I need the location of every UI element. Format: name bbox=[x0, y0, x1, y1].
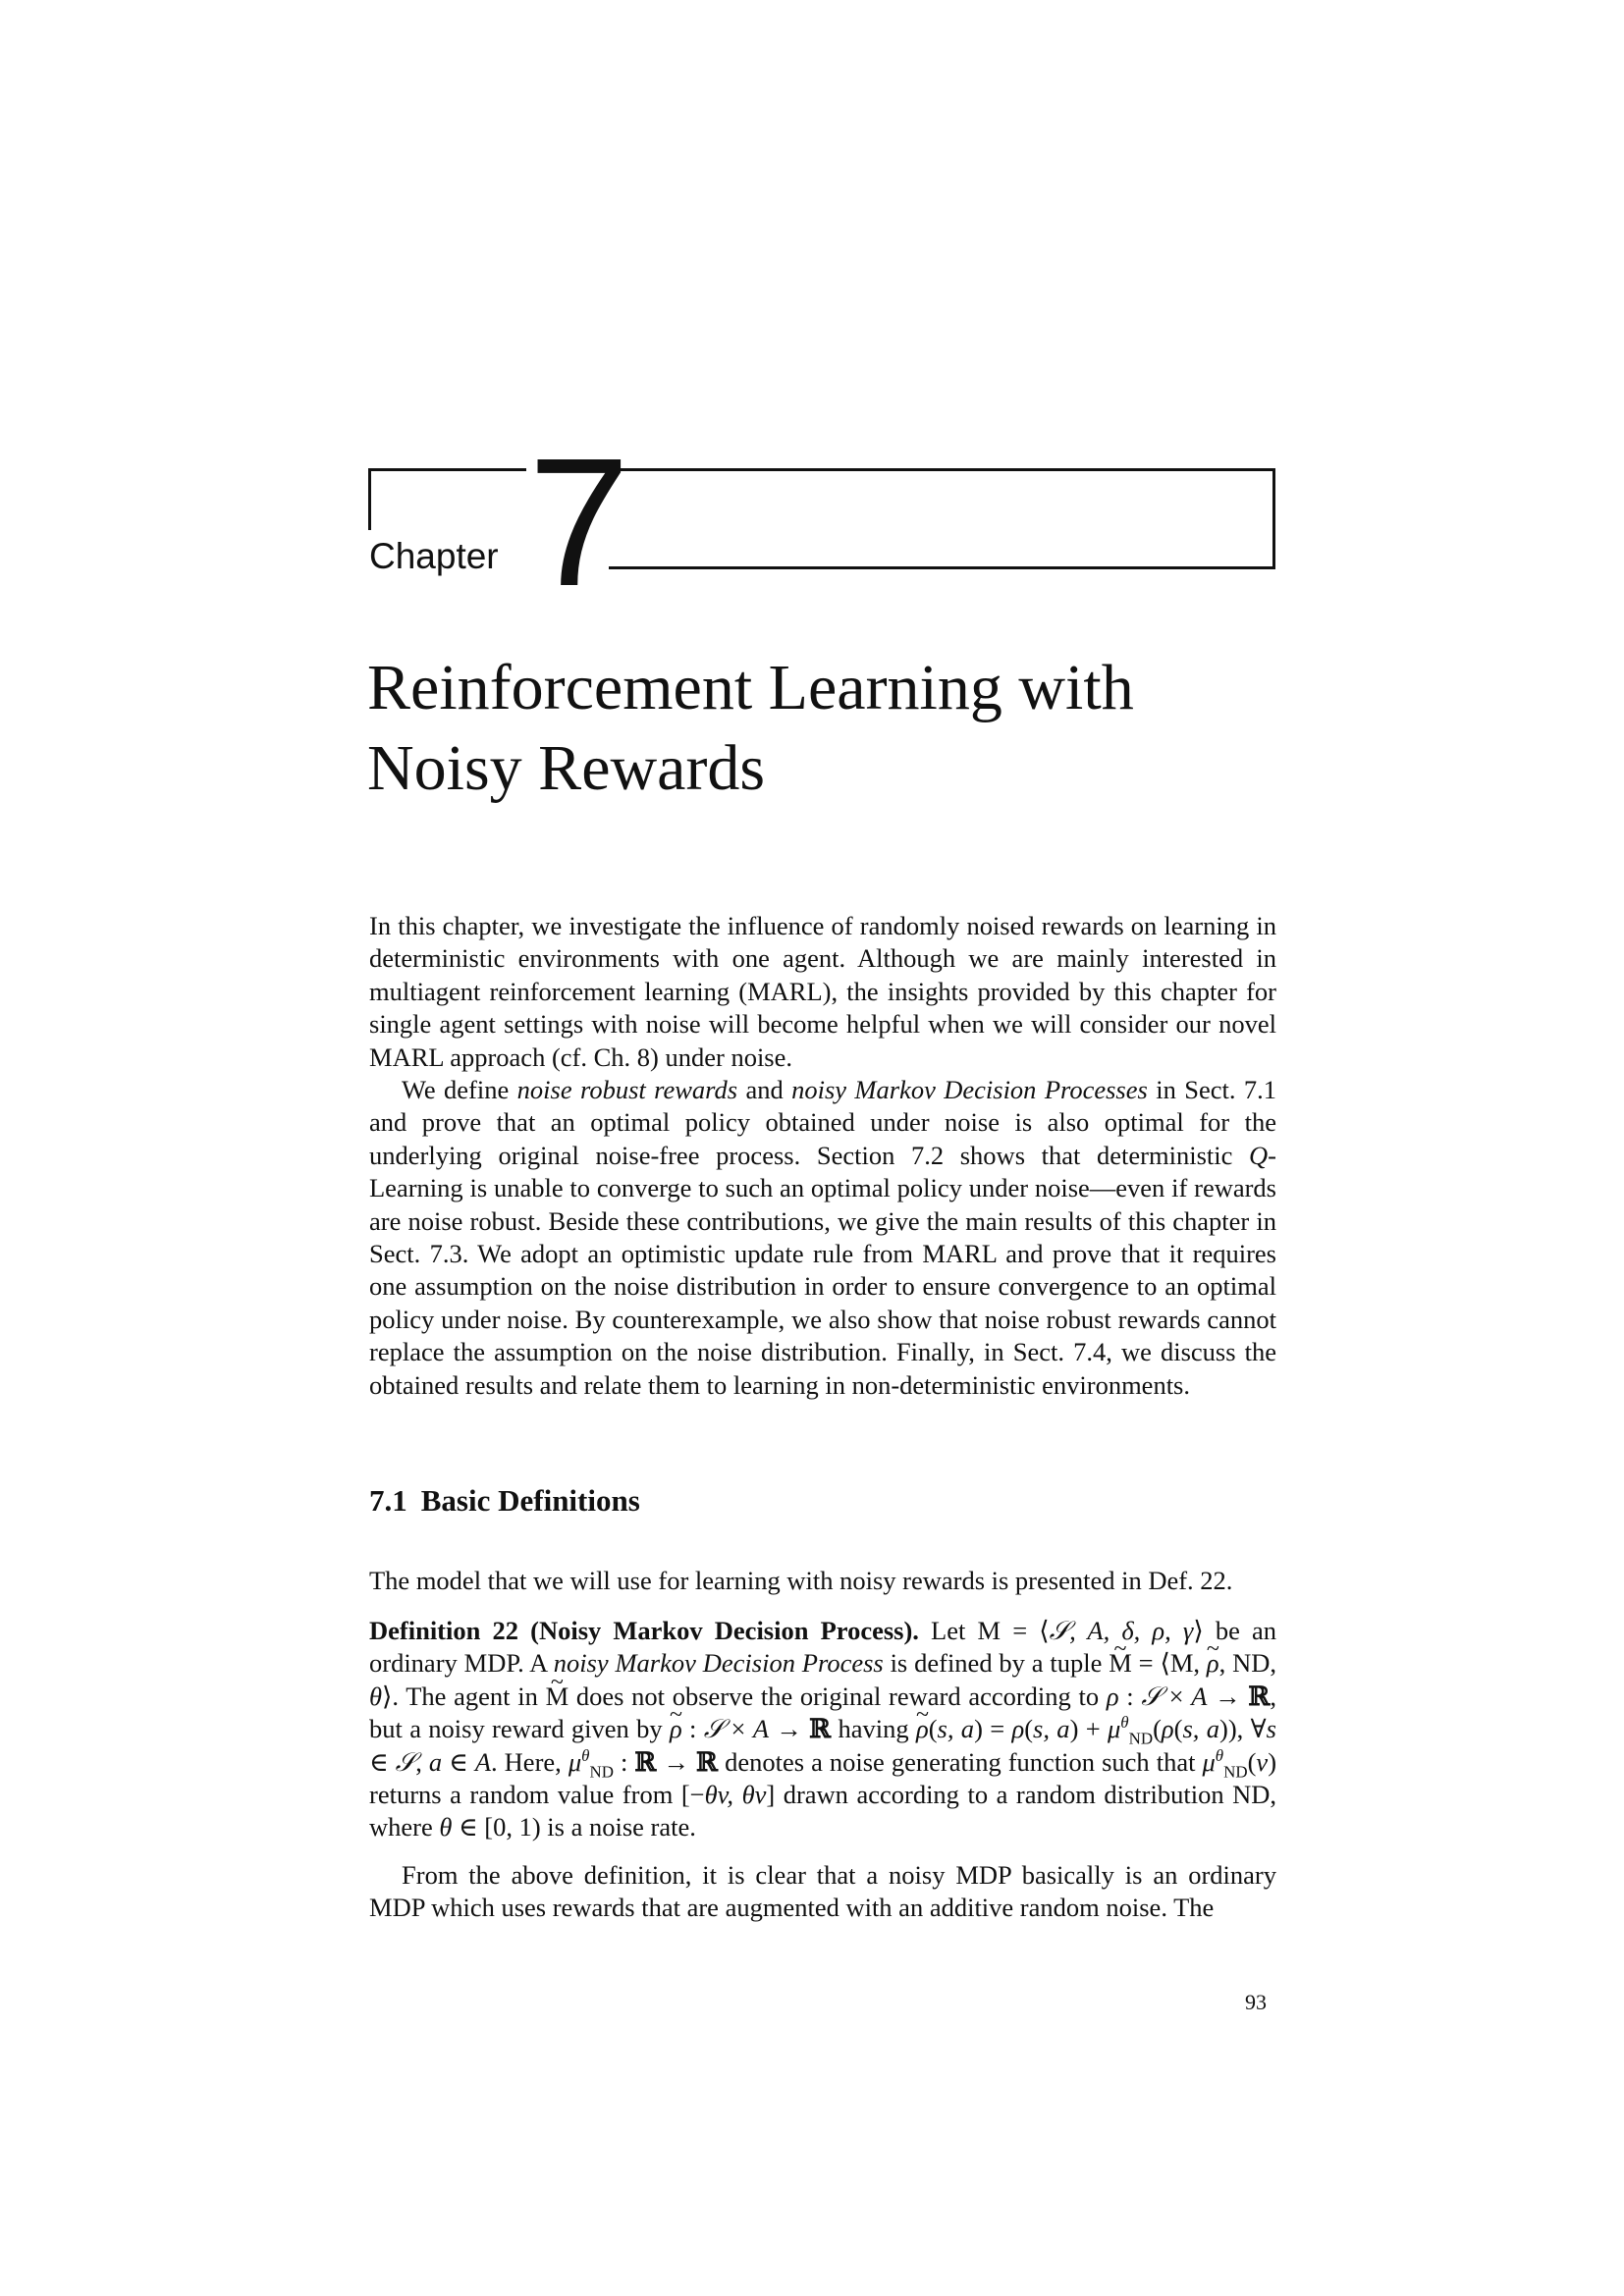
math-q: Q bbox=[1249, 1140, 1269, 1170]
term-noisy-mdp: noisy Markov Decision Processes bbox=[791, 1075, 1148, 1105]
section-number: 7.1 bbox=[369, 1483, 407, 1518]
chapter-title-line-1: Reinforcement Learning with bbox=[367, 652, 1134, 723]
text-run: We define bbox=[402, 1075, 517, 1105]
text-run: and bbox=[737, 1075, 792, 1105]
intro-paragraph-1: In this chapter, we investigate the influence of randomly noised rewards on learning in deterministic environments with one agent. Although we are mainly interested in multiagent reinforcement learning (MARL), the insights provided by this chapter for single agent settings with noise will become helpful when we will consider our novel MARL approach (cf. Ch. 8) under noise. bbox=[369, 911, 1276, 1072]
definition-22-text: Definition 22 (Noisy Markov Decision Process). Let M = ⟨𝒮, A, δ, ρ, γ⟩ be an ordinary MDP. A noisy Markov Decision Process is defined by a tuple ~ M = ⟨M, ~ ρ, ND, θ⟩. The agent in ~ M does not observe the original reward according to ρ : 𝒮 × A → ℝ, but a noisy reward given by ~ ρ : 𝒮 × A → ℝ having ~ ρ(s, a) = ρ(s, $a) + \mu^\theta_{ND}(\rho(s$, a)), ∀s ∈ 𝒮, a ∈ A. Here, $\mu^\theta_{ND}$ : ℝ → ℝ denotes a noise generating function such that $\mu^\theta_{ND}(v)$ returns a random value from [−θv, θv] drawn according to a random distribution ND, where θ ∈ [0, 1) is a noise rate. bbox=[369, 1615, 1276, 1844]
intro-paragraph-2 bbox=[369, 1074, 1276, 1402]
definition-lead-in bbox=[369, 1565, 1276, 1597]
chapter-introduction bbox=[369, 910, 1276, 1402]
chapter-label: Chapter bbox=[369, 536, 499, 576]
term-noisy-mdp-definition: noisy Markov Decision Process bbox=[553, 1648, 884, 1679]
page-number: 93 bbox=[1245, 1990, 1267, 2014]
chapter-title bbox=[367, 648, 1310, 809]
text-run: -Learning is unable to converge to such an optimal policy under noise—even if rewards are noise robust. Beside these contributions, we give the main results of this chapter in Sect. 7.3. We adopt an optimistic update rule from MARL and prove that it requires one assumption on the noise distribution in order to ensure convergence to an optimal policy under noise. By counterexample, we also show that noise robust rewards cannot replace the assumption on the noise distribution. Finally, in Sect. 7.4, we discuss the obtained results and relate them to learning in non-deterministic environments. bbox=[369, 1140, 1276, 1400]
definition-lead-in-text: The model that we will use for learning with noisy rewards is presented in Def. 22. bbox=[369, 1566, 1233, 1595]
term-noise-robust-rewards: noise robust rewards bbox=[516, 1075, 738, 1105]
chapter-number: 7 bbox=[528, 421, 626, 624]
section-title: Basic Definitions bbox=[420, 1483, 640, 1518]
section-heading bbox=[369, 1483, 640, 1519]
definition-label: Definition 22 (Noisy Markov Decision Process). bbox=[369, 1616, 919, 1645]
text-run: in Sect. 7.1 and prove that an optimal policy obtained under noise is also optimal for the underlying original noise-free process. Section 7.2 shows that deterministic bbox=[369, 1075, 1276, 1170]
chapter-title-line-2: Noisy Rewards bbox=[367, 732, 766, 804]
definition-22 bbox=[369, 1615, 1276, 1844]
paragraph-after-definition-text: From the above definition, it is clear that a noisy MDP basically is an ordinary MDP which uses rewards that are augmented with an additive random noise. The bbox=[369, 1860, 1276, 1923]
paragraph-after-definition bbox=[369, 1859, 1276, 1925]
chapter-frame-left bbox=[368, 468, 526, 530]
chapter-frame-right bbox=[609, 468, 1275, 569]
